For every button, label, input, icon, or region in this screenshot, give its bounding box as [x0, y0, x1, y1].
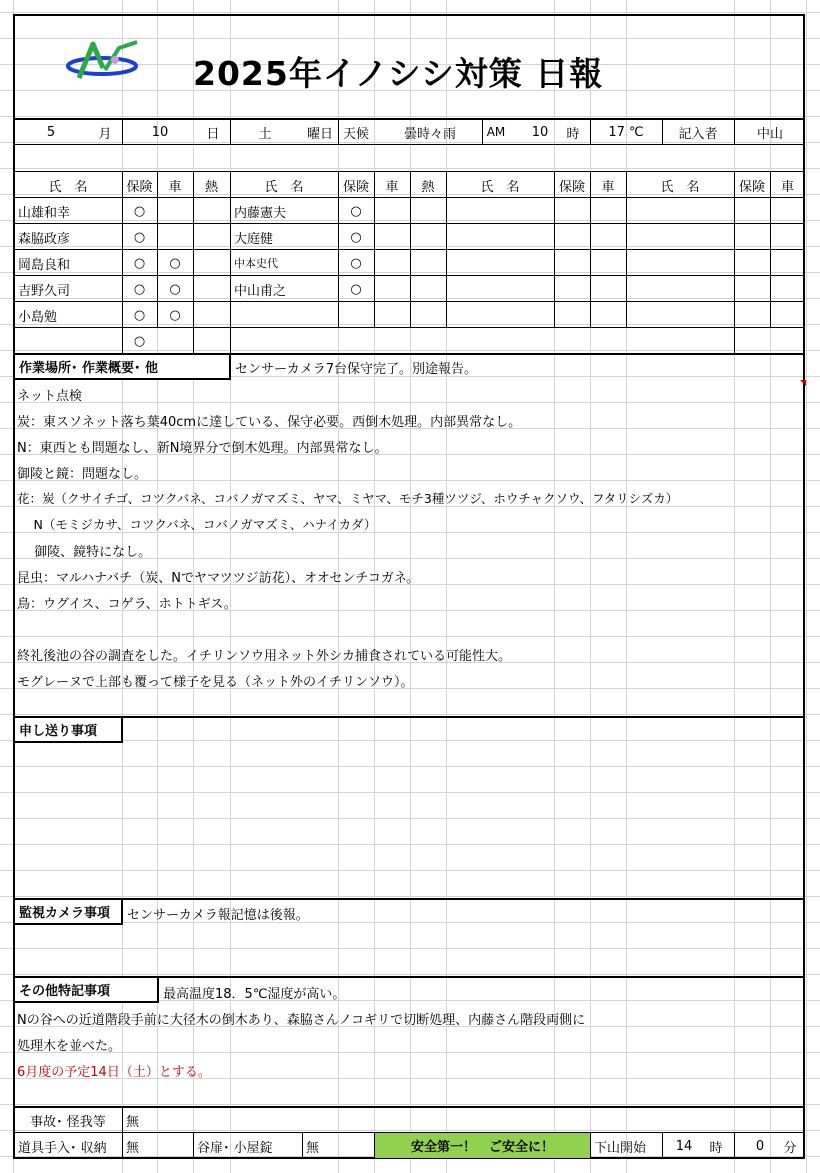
work-line: 花：炭（クサイチゴ、コツクバネ、コバノガマズミ、ヤマ、ミヤマ、モチ3種ツツジ、ホウチャクソウ、フタリシズカ） [17, 491, 679, 506]
member-insurance-mark: ○ [350, 255, 362, 271]
camera-section-label: 監視カメラ事項 [13, 898, 123, 925]
member-name: 内藤憲夫 [234, 205, 287, 221]
member-car-mark: ○ [169, 255, 181, 271]
weather-label: 天候 [342, 126, 369, 142]
member-car-mark: ○ [169, 281, 181, 297]
other-line: 最高温度18．5℃湿度が高い。 [163, 987, 346, 1002]
tools-value: 無 [126, 1140, 140, 1156]
weekday-value: 土 [258, 126, 272, 142]
other-section-label: その他特記事項 [13, 976, 159, 1003]
work-line: 炭：東スソネット落ち葉40cmに達している、保守必要。西倒木処理。内部異常なし。 [17, 415, 522, 430]
descent-minute: 0 [755, 1138, 765, 1154]
work-line: 終礼後池の谷の調査をした。イチリンソウ用ネット外シカ捕食されている可能性大。 [17, 649, 512, 664]
month-value: 5 [46, 124, 56, 140]
member-insurance-mark: ○ [133, 333, 146, 349]
temperature-value: 17 ℃ [608, 124, 644, 140]
other-line: Nの谷への近道階段手前に大径木の倒木あり、森脇さんノコギリで切断処理、内藤さん階段両側に [17, 1013, 586, 1028]
accident-label: 事故･ 怪我等 [30, 1114, 106, 1130]
member-name: 岡島良和 [18, 257, 71, 273]
work-line: N：東西とも問題なし、新N境界分で倒木処理。内部異常なし。 [17, 441, 388, 456]
day-label: 日 [206, 126, 220, 142]
member-insurance-mark: ○ [133, 203, 146, 219]
accident-value: 無 [126, 1114, 140, 1130]
weather-value: 曇時々雨 [403, 126, 456, 142]
hour-label: 時 [566, 126, 580, 142]
work-line: 昆虫：マルハナバチ（炭、Nでヤマツツジ訪花）、オオセンチコガネ。 [17, 571, 420, 586]
member-name: 山雄和幸 [18, 205, 71, 221]
roster-header-car: 車 [168, 179, 182, 195]
recorder-value: 中山 [756, 126, 783, 142]
member-insurance-mark: ○ [350, 203, 362, 219]
member-name: 大庭健 [234, 231, 274, 247]
other-line: 処理木を並べた。 [17, 1039, 122, 1054]
roster-header-insurance: 保険 [738, 179, 765, 195]
work-summary: センサーカメラ7台保守完了。別途報告。 [235, 362, 478, 377]
roster-header-car: 車 [385, 179, 399, 195]
descent-label: 下山開始 [594, 1140, 647, 1156]
hour-value: 10 [531, 124, 549, 140]
roster-header-name: 氏 名 [660, 179, 700, 195]
member-insurance-mark: ○ [133, 255, 146, 271]
day-value: 10 [151, 124, 169, 140]
work-line: 御陵と鏡：問題なし。 [17, 467, 148, 482]
weekday-label: 曜日 [306, 126, 333, 142]
camera-note: センサーカメラ報記憶は後報。 [127, 908, 309, 923]
work-line: モグレーヌで上部も覆って様子を見る（ネット外のイチリンソウ）。 [17, 675, 414, 690]
member-name: 吉野久司 [18, 283, 71, 299]
work-section-label: 作業場所･ 作業概要･ 他 [13, 353, 231, 380]
recorder-label: 記入者 [678, 126, 718, 142]
work-line: ネット点検 [17, 389, 83, 404]
schedule-note: 6月度の予定14日（土）とする。 [17, 1065, 211, 1080]
roster-header-name: 氏 名 [264, 179, 304, 195]
roster-header-insurance: 保険 [342, 179, 369, 195]
descent-hour-label: 時 [709, 1140, 723, 1156]
member-car-mark: ○ [169, 307, 181, 323]
member-insurance-mark: ○ [350, 281, 362, 297]
descent-minute-label: 分 [783, 1140, 797, 1156]
roster-header-car: 車 [601, 179, 615, 195]
member-name: 森脇政彦 [18, 231, 71, 247]
roster-header-heat: 熱 [421, 179, 435, 195]
member-insurance-mark: ○ [133, 281, 146, 297]
work-line: N（モミジカサ、コツクバネ、コバノガマズミ、ハナイカダ） [17, 517, 377, 532]
member-insurance-mark: ○ [133, 307, 146, 323]
work-line: 御陵、鏡特になし。 [17, 545, 152, 560]
member-insurance-mark: ○ [133, 229, 146, 245]
descent-hour: 14 [675, 1138, 693, 1154]
member-name: 中山甫之 [234, 283, 287, 299]
gate-lock-label: 谷扉･ 小屋錠 [197, 1140, 273, 1156]
handover-section-label: 申し送り事項 [13, 716, 123, 743]
month-label: 月 [98, 126, 112, 142]
roster-header-heat: 熱 [204, 179, 218, 195]
work-line: 鳥：ウグイス、コゲラ、ホトトギス。 [17, 597, 237, 612]
safety-banner: 安全第一！ ご安全に！ [375, 1133, 590, 1158]
page-title: 2025年イノシシ対策 日報 [193, 54, 604, 93]
ampm-value: AM [486, 125, 506, 139]
roster-header-name: 氏 名 [48, 179, 88, 195]
member-name: 中本史代 [234, 257, 278, 270]
member-insurance-mark: ○ [350, 229, 362, 245]
member-name: 小島勉 [18, 309, 58, 325]
organization-logo [65, 38, 143, 86]
gate-lock-value: 無 [306, 1140, 320, 1156]
roster-header-insurance: 保険 [558, 179, 585, 195]
tools-label: 道具手入･ 収納 [18, 1140, 107, 1156]
roster-header-name: 氏 名 [480, 179, 520, 195]
comment-indicator-icon [800, 380, 806, 386]
roster-header-insurance: 保険 [126, 179, 153, 195]
roster-header-car: 車 [780, 179, 794, 195]
